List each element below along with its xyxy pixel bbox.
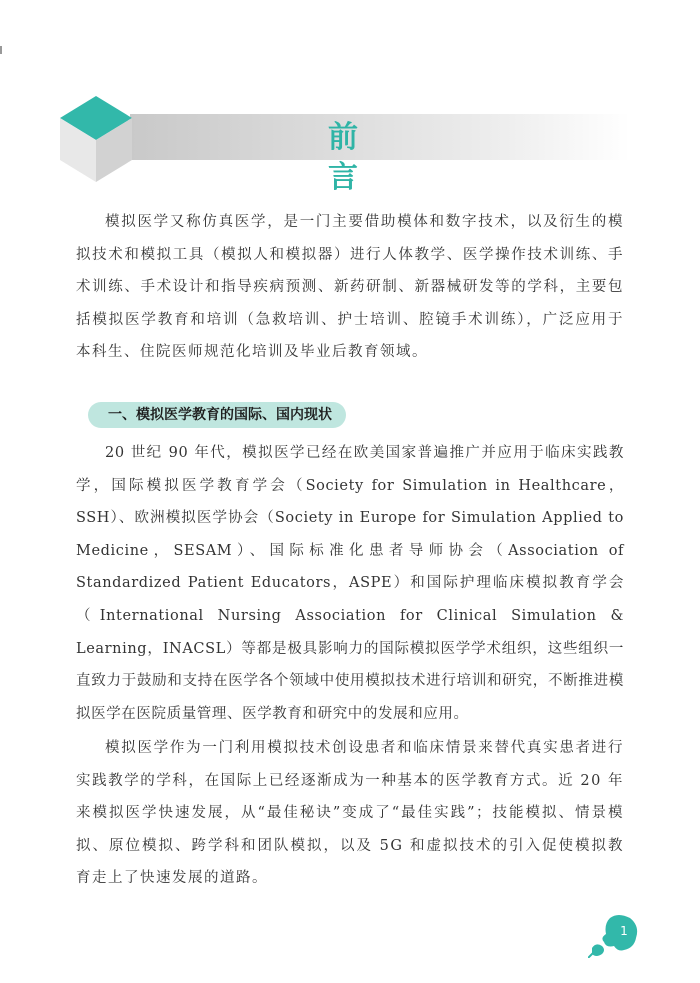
page-number: 1 xyxy=(620,924,628,938)
page-edge-mark xyxy=(0,46,2,54)
preface-header xyxy=(60,96,640,195)
body-paragraph: 模拟医学作为一门利用模拟技术创设患者和临床情景来替代真实患者进行实践教学的学科，在国际上已经逐渐成为一种基本的医学教育方式。近 20 年来模拟医学快速发展，从“最佳秘诀”变成了“最佳实践”；技能模拟、情景模拟、原位模拟、跨学科和团队模拟，以及 5G 和虚拟技术的引入促使模拟教育走上了快速发展的道路。 xyxy=(76,740,624,887)
page-number-badge-icon xyxy=(588,914,640,958)
page-title: 前 言 xyxy=(328,120,384,195)
intro-paragraph: 模拟医学又称仿真医学，是一门主要借助模体和数字技术，以及衍生的模拟技术和模拟工具（模拟人和模拟器）进行人体教学、医学操作技术训练、手术训练、手术设计和指导疾病预测、新药研制、新器械研发等的学科，主要包括模拟医学教育和培训（急救培训、护士培训、腔镜手术训练），广泛应用于本科生、住院医师规范化培训及毕业后教育领域。 xyxy=(76,214,624,361)
cube-icon xyxy=(60,96,140,186)
section-heading: 一、模拟医学教育的国际、国内现状 xyxy=(88,402,346,428)
body-paragraph: 20 世纪 90 年代，模拟医学已经在欧美国家普遍推广并应用于临床实践教学，国际模拟医学教育学会（Society for Simulation in Healthcare，SSH）、欧洲模拟医学协会（Society in Europe for Simulation Applied to Medicine，SESAM）、国际标准化患者导师协会（Association of Standardized Patient Educators，ASPE）和国际护理临床模拟教育学会（International Nursing Association for Clinical Simulation & Learning，INACSL）等都是极具影响力的国际模拟医学学术组织，这些组织一直致力于鼓励和支持在医学各个领域中使用模拟技术进行培训和研究，不断推进模拟医学在医院质量管理、医学教育和研究中的发展和应用。 xyxy=(76,445,624,722)
